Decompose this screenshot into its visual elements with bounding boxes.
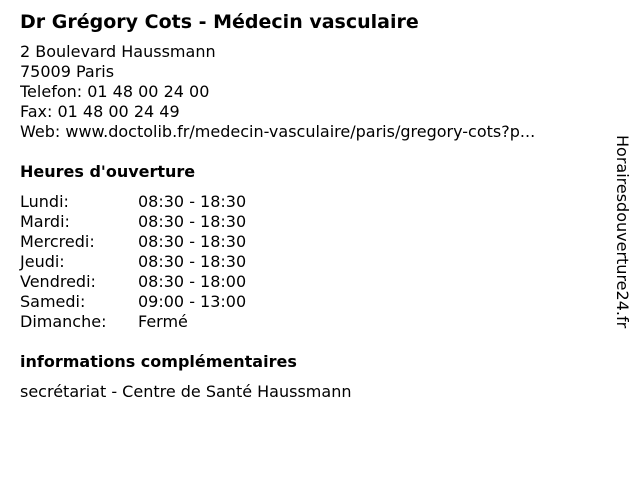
- day-hours: 08:30 - 18:30: [138, 212, 247, 231]
- day-hours: 08:30 - 18:30: [138, 232, 247, 251]
- opening-hours-heading: Heures d'ouverture: [20, 162, 196, 181]
- additional-info-text: secrétariat - Centre de Santé Haussmann: [20, 382, 352, 401]
- day-hours: Fermé: [138, 312, 188, 331]
- phone-number: Telefon: 01 48 00 24 00: [20, 82, 210, 101]
- day-label: Mardi:: [20, 212, 70, 231]
- hours-row-friday: [20, 272, 600, 292]
- day-hours: 09:00 - 13:00: [138, 292, 247, 311]
- contact-block: [20, 42, 600, 142]
- hours-row-sunday: [20, 312, 600, 332]
- address-city: 75009 Paris: [20, 62, 115, 81]
- day-label: Vendredi:: [20, 272, 96, 291]
- address-street: 2 Boulevard Haussmann: [20, 42, 216, 61]
- website-label: Web:: [20, 122, 66, 141]
- hours-row-wednesday: [20, 232, 600, 252]
- opening-hours-table: [20, 192, 600, 332]
- day-label: Dimanche:: [20, 312, 107, 331]
- day-label: Lundi:: [20, 192, 69, 211]
- website-line: [20, 122, 595, 142]
- hours-row-saturday: [20, 292, 600, 312]
- page-title: Dr Grégory Cots - Médecin vasculaire: [20, 11, 419, 33]
- website-link[interactable]: www.doctolib.fr/medecin-vasculaire/paris/gregory-cots?p...: [65, 122, 536, 141]
- day-hours: 08:30 - 18:30: [138, 252, 247, 271]
- brand-watermark: Horairesdouverture24.fr: [613, 135, 632, 329]
- day-label: Samedi:: [20, 292, 86, 311]
- additional-info-heading: informations complémentaires: [20, 352, 297, 371]
- day-hours: 08:30 - 18:00: [138, 272, 247, 291]
- hours-row-monday: [20, 192, 600, 212]
- day-label: Mercredi:: [20, 232, 95, 251]
- business-card: [20, 8, 600, 402]
- hours-row-tuesday: [20, 212, 600, 232]
- day-hours: 08:30 - 18:30: [138, 192, 247, 211]
- hours-row-thursday: [20, 252, 600, 272]
- fax-number: Fax: 01 48 00 24 49: [20, 102, 180, 121]
- day-label: Jeudi:: [20, 252, 65, 271]
